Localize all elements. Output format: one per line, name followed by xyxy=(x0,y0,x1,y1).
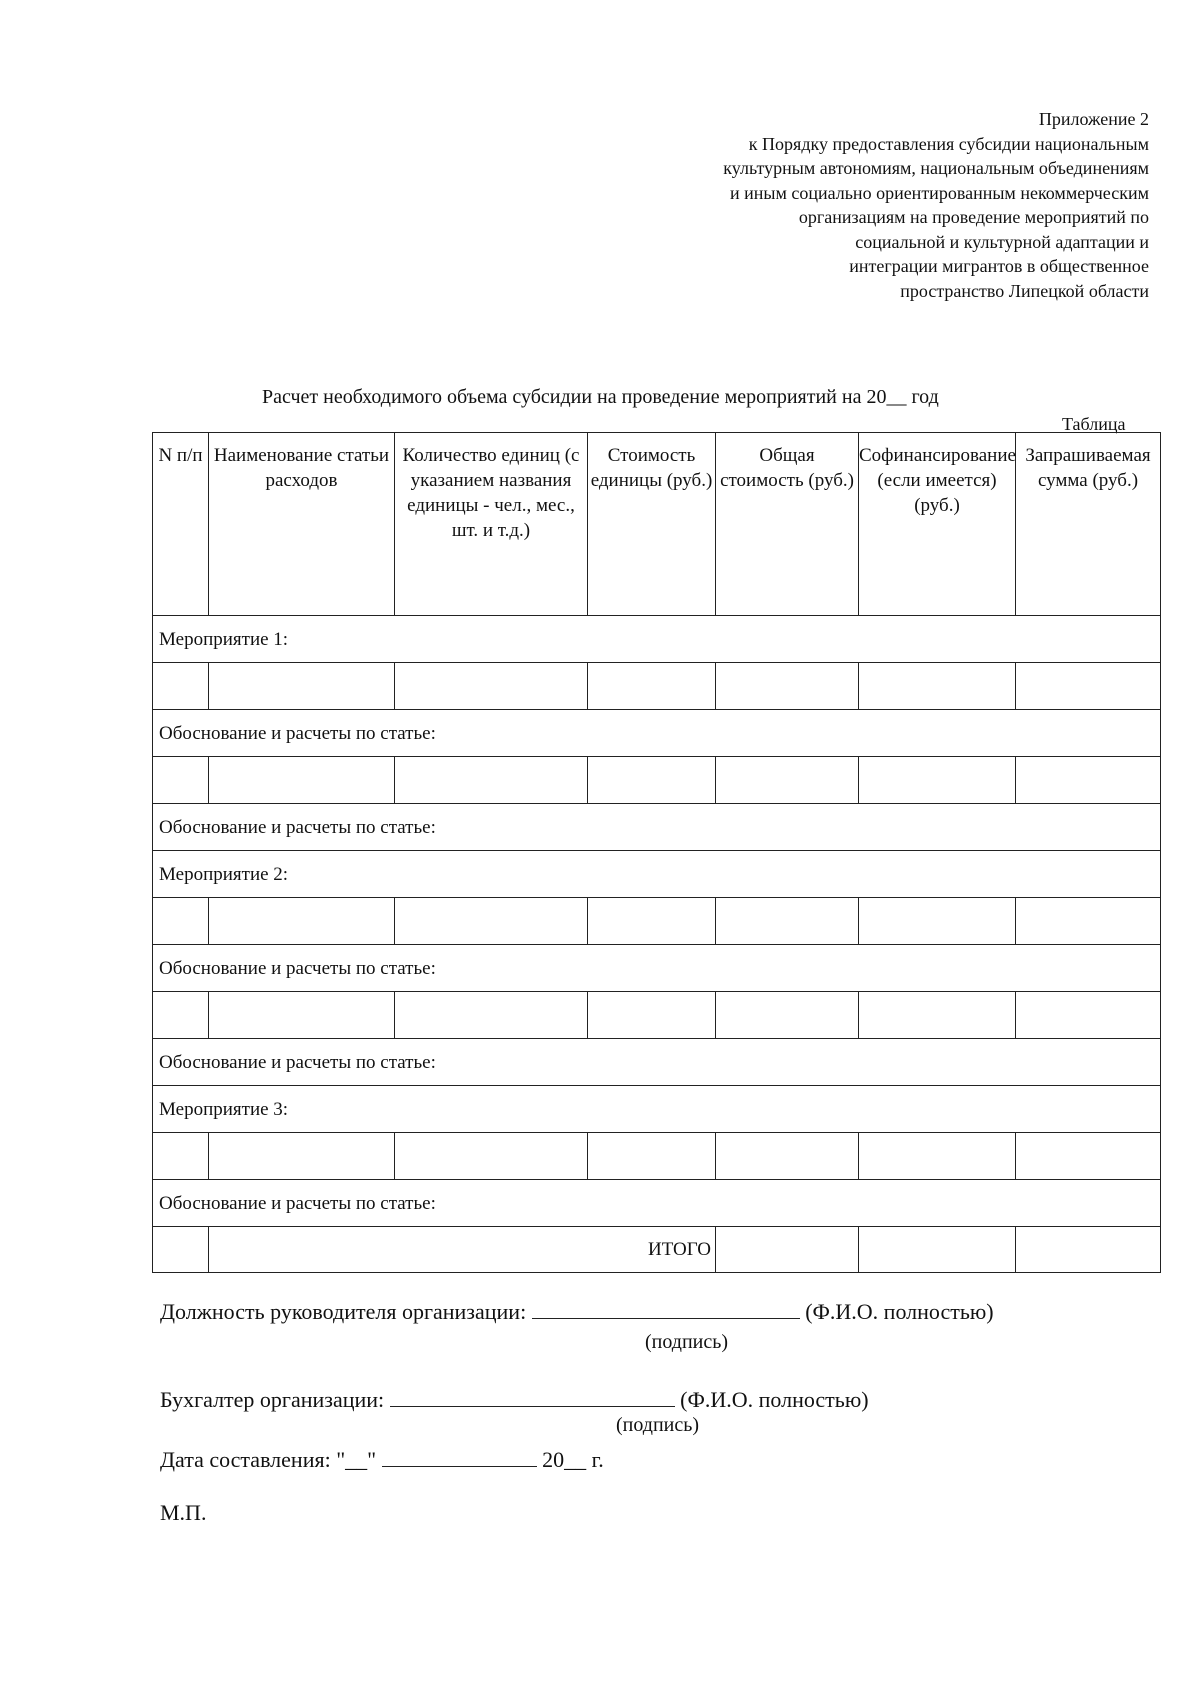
table-cell[interactable] xyxy=(588,757,716,804)
justification-label: Обоснование и расчеты по статье: xyxy=(153,945,1161,992)
justification-row xyxy=(153,804,1161,851)
total-cost-cell[interactable] xyxy=(716,1227,859,1273)
table-cell[interactable] xyxy=(153,663,209,710)
appendix-line: пространство Липецкой области xyxy=(900,280,1149,301)
event-row xyxy=(153,616,1161,663)
table-cell[interactable] xyxy=(395,992,588,1039)
head-full-name-label: (Ф.И.О. полностью) xyxy=(805,1299,994,1324)
header-quantity: Количество единиц (с указанием названия единицы - чел., мес., шт. и т.д.) xyxy=(395,433,588,616)
table-cell[interactable] xyxy=(1016,757,1161,804)
appendix-header xyxy=(529,107,1149,303)
justification-row xyxy=(153,945,1161,992)
table-row xyxy=(153,757,1161,804)
date-label: Дата составления: "__" xyxy=(160,1447,377,1472)
table-cell[interactable] xyxy=(209,663,395,710)
date-line xyxy=(160,1444,604,1473)
event-label: Мероприятие 2: xyxy=(153,851,1161,898)
header-cofinancing: Софинансирование (если имеется) (руб.) xyxy=(859,433,1016,616)
table-cell[interactable] xyxy=(153,757,209,804)
table-cell[interactable] xyxy=(209,1133,395,1180)
accountant-signature-field[interactable] xyxy=(390,1384,675,1407)
justification-row xyxy=(153,710,1161,757)
total-requested-cell[interactable] xyxy=(1016,1227,1161,1273)
table-cell[interactable] xyxy=(153,992,209,1039)
table-cell[interactable] xyxy=(716,663,859,710)
total-label: ИТОГО xyxy=(209,1227,716,1273)
table-cell[interactable] xyxy=(859,663,1016,710)
table-row xyxy=(153,1133,1161,1180)
table-cell[interactable] xyxy=(859,898,1016,945)
table-cell[interactable] xyxy=(209,992,395,1039)
table-cell[interactable] xyxy=(716,898,859,945)
table-row xyxy=(153,992,1161,1039)
justification-row xyxy=(153,1180,1161,1227)
head-signature-field[interactable] xyxy=(532,1296,800,1319)
appendix-line: культурным автономиям, национальным объединениям xyxy=(723,158,1149,178)
table-cell[interactable] xyxy=(859,992,1016,1039)
table-cell[interactable] xyxy=(1016,1133,1161,1180)
table-row xyxy=(153,898,1161,945)
table-header-row xyxy=(153,433,1161,616)
table-cell[interactable] xyxy=(588,992,716,1039)
event-label: Мероприятие 3: xyxy=(153,1086,1161,1133)
header-requested-amount: Запрашиваемая сумма (руб.) xyxy=(1016,433,1161,616)
appendix-line: интеграции мигрантов в общественное xyxy=(849,256,1149,276)
subsidy-calculation-table xyxy=(152,432,1161,1273)
date-year-label: 20__ г. xyxy=(542,1447,604,1472)
table-cell[interactable] xyxy=(1016,898,1161,945)
accountant-full-name-label: (Ф.И.О. полностью) xyxy=(680,1387,869,1412)
date-month-field[interactable] xyxy=(382,1444,537,1467)
event-row xyxy=(153,1086,1161,1133)
accountant-signature-caption: (подпись) xyxy=(616,1414,700,1436)
table-cell[interactable] xyxy=(153,898,209,945)
event-row xyxy=(153,851,1161,898)
table-cell[interactable] xyxy=(395,898,588,945)
justification-row xyxy=(153,1039,1161,1086)
table-cell[interactable] xyxy=(716,992,859,1039)
table-cell[interactable] xyxy=(1016,663,1161,710)
table-cell[interactable] xyxy=(588,663,716,710)
justification-label: Обоснование и расчеты по статье: xyxy=(153,804,1161,851)
appendix-line: и иным социально ориентированным некоммерческим xyxy=(729,182,1149,203)
header-expense-item: Наименование статьи расходов xyxy=(209,433,395,616)
justification-label: Обоснование и расчеты по статье: xyxy=(153,1039,1161,1086)
table-cell xyxy=(153,1227,209,1273)
header-number: N п/п xyxy=(153,433,209,616)
justification-label: Обоснование и расчеты по статье: xyxy=(153,710,1161,757)
table-cell[interactable] xyxy=(209,898,395,945)
table-cell[interactable] xyxy=(859,1133,1016,1180)
table-cell[interactable] xyxy=(588,1133,716,1180)
table-label: Таблица xyxy=(1062,414,1126,434)
table-cell[interactable] xyxy=(395,663,588,710)
table-cell[interactable] xyxy=(716,757,859,804)
table-cell[interactable] xyxy=(1016,992,1161,1039)
justification-label: Обоснование и расчеты по статье: xyxy=(153,1180,1161,1227)
accountant-signature-line xyxy=(160,1384,869,1413)
table-cell[interactable] xyxy=(859,757,1016,804)
head-signature-line xyxy=(160,1296,994,1325)
appendix-line: социальной и культурной адаптации и xyxy=(855,231,1149,252)
accountant-label: Бухгалтер организации: xyxy=(160,1387,385,1412)
header-total-cost: Общая стоимость (руб.) xyxy=(716,433,859,616)
head-signature-caption: (подпись) xyxy=(645,1331,729,1353)
appendix-line: Приложение 2 xyxy=(1038,109,1149,129)
appendix-line: к Порядку предоставления субсидии национальным xyxy=(748,133,1149,154)
table-cell[interactable] xyxy=(395,1133,588,1180)
table-row xyxy=(153,663,1161,710)
event-label: Мероприятие 1: xyxy=(153,616,1161,663)
document-title: Расчет необходимого объема субсидии на проведение мероприятий на 20__ год xyxy=(262,386,939,408)
table-cell[interactable] xyxy=(588,898,716,945)
appendix-line: организациям на проведение мероприятий по xyxy=(798,207,1149,227)
total-cofinancing-cell[interactable] xyxy=(859,1227,1016,1273)
table-cell[interactable] xyxy=(395,757,588,804)
table-cell[interactable] xyxy=(716,1133,859,1180)
header-unit-cost: Стоимость единицы (руб.) xyxy=(588,433,716,616)
stamp-placeholder: М.П. xyxy=(160,1500,207,1525)
head-position-label: Должность руководителя организации: xyxy=(160,1299,527,1324)
table-cell[interactable] xyxy=(209,757,395,804)
total-row xyxy=(153,1227,1161,1273)
table-cell[interactable] xyxy=(153,1133,209,1180)
